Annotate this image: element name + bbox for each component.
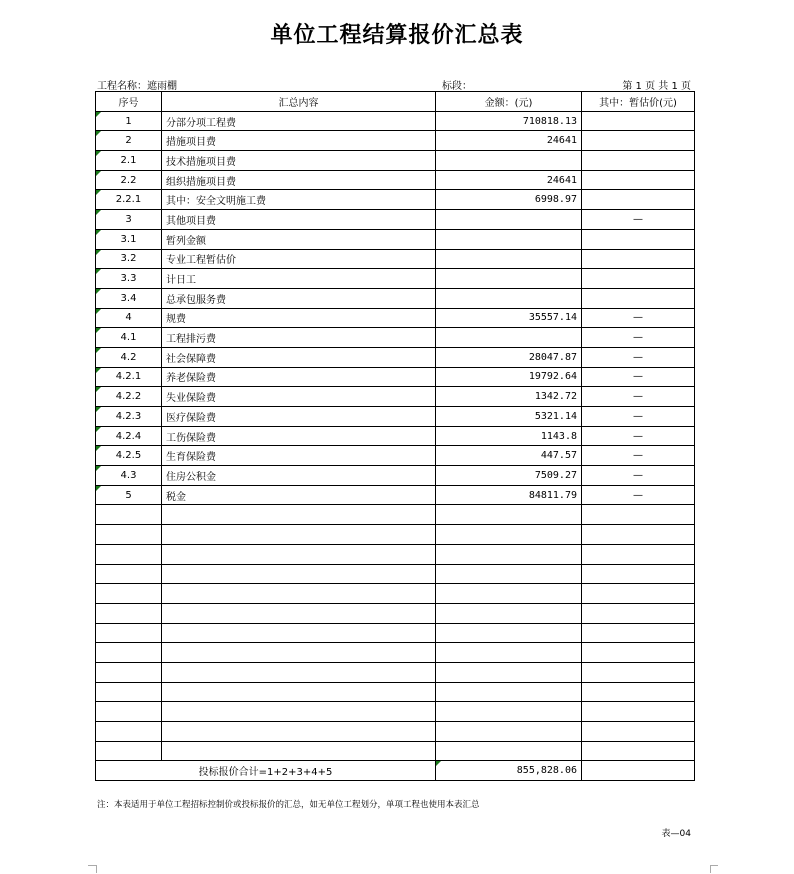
row-estimate: — [582, 210, 695, 230]
table-row [96, 210, 695, 230]
row-number: 4.3 [96, 466, 162, 486]
table-note: 注：本表适用于单位工程招标控制价或投标报价的汇总，如无单位工程划分，单项工程也使用本表汇总 [97, 800, 480, 810]
row-number: 4.2.2 [96, 387, 162, 407]
row-content: 失业保险费 [162, 387, 436, 407]
row-content: 住房公积金 [162, 466, 436, 486]
blank-cell [582, 643, 695, 663]
total-amount: 855,828.06 [436, 761, 582, 781]
blank-row [96, 584, 695, 604]
row-amount: 1143.8 [436, 426, 582, 446]
row-estimate: — [582, 347, 695, 367]
blank-row [96, 643, 695, 663]
row-content: 工伤保险费 [162, 426, 436, 446]
table-row [96, 407, 695, 427]
row-content: 分部分项工程费 [162, 111, 436, 131]
table-row [96, 190, 695, 210]
row-content: 总承包服务费 [162, 288, 436, 308]
row-number: 4.1 [96, 328, 162, 348]
row-estimate: — [582, 446, 695, 466]
row-estimate: — [582, 308, 695, 328]
row-amount: 84811.79 [436, 485, 582, 505]
blank-cell [436, 564, 582, 584]
table-row [96, 131, 695, 151]
row-number: 4.2.4 [96, 426, 162, 446]
blank-cell [96, 682, 162, 702]
row-amount [436, 288, 582, 308]
blank-cell [96, 584, 162, 604]
row-content: 税金 [162, 485, 436, 505]
table-row [96, 308, 695, 328]
row-number: 1 [96, 111, 162, 131]
row-content: 生育保险费 [162, 446, 436, 466]
blank-cell [582, 623, 695, 643]
row-content: 医疗保险费 [162, 407, 436, 427]
blank-cell [96, 525, 162, 545]
blank-row [96, 682, 695, 702]
row-estimate [582, 170, 695, 190]
header-content: 汇总内容 [162, 92, 436, 112]
table-row [96, 249, 695, 269]
blank-cell [96, 505, 162, 525]
row-amount: 24641 [436, 131, 582, 151]
table-row [96, 347, 695, 367]
summary-table [95, 91, 695, 781]
row-estimate: — [582, 466, 695, 486]
table-row [96, 151, 695, 171]
blank-cell [96, 741, 162, 761]
blank-cell [162, 584, 436, 604]
row-number: 2.2.1 [96, 190, 162, 210]
blank-row [96, 662, 695, 682]
row-estimate [582, 288, 695, 308]
row-number: 4.2.5 [96, 446, 162, 466]
row-amount [436, 269, 582, 289]
row-estimate [582, 131, 695, 151]
row-estimate: — [582, 485, 695, 505]
row-amount: 447.57 [436, 446, 582, 466]
table-row [96, 367, 695, 387]
blank-cell [96, 564, 162, 584]
row-amount [436, 151, 582, 171]
blank-cell [162, 623, 436, 643]
row-amount: 6998.97 [436, 190, 582, 210]
blank-row [96, 722, 695, 742]
row-amount: 19792.64 [436, 367, 582, 387]
table-row [96, 269, 695, 289]
blank-cell [582, 682, 695, 702]
total-row [96, 761, 695, 781]
blank-cell [582, 603, 695, 623]
blank-cell [96, 722, 162, 742]
blank-cell [162, 702, 436, 722]
row-content: 措施项目费 [162, 131, 436, 151]
row-estimate [582, 111, 695, 131]
row-estimate [582, 190, 695, 210]
blank-cell [96, 643, 162, 663]
row-number: 4.2.3 [96, 407, 162, 427]
blank-row [96, 564, 695, 584]
form-number: 表—04 [661, 829, 691, 839]
blank-row [96, 603, 695, 623]
blank-cell [436, 682, 582, 702]
total-estimate [582, 761, 695, 781]
header-estimate: 其中：暂估价(元) [582, 92, 695, 112]
row-content: 规费 [162, 308, 436, 328]
table-row [96, 446, 695, 466]
table-row [96, 328, 695, 348]
row-amount: 28047.87 [436, 347, 582, 367]
row-content: 其中：安全文明施工费 [162, 190, 436, 210]
blank-cell [436, 603, 582, 623]
blank-cell [162, 525, 436, 545]
page-info: 第 1 页 共 1 页 [622, 81, 691, 92]
blank-cell [582, 564, 695, 584]
row-amount: 710818.13 [436, 111, 582, 131]
blank-cell [436, 623, 582, 643]
blank-cell [582, 722, 695, 742]
blank-cell [436, 702, 582, 722]
row-content: 计日工 [162, 269, 436, 289]
row-number: 2 [96, 131, 162, 151]
blank-cell [162, 505, 436, 525]
blank-cell [96, 662, 162, 682]
row-number: 4.2.1 [96, 367, 162, 387]
row-content: 其他项目费 [162, 210, 436, 230]
row-amount: 5321.14 [436, 407, 582, 427]
blank-cell [582, 741, 695, 761]
row-number: 4.2 [96, 347, 162, 367]
blank-cell [162, 603, 436, 623]
blank-row [96, 544, 695, 564]
page-title: 单位工程结算报价汇总表 [270, 22, 524, 48]
row-content: 工程排污费 [162, 328, 436, 348]
table-row [96, 426, 695, 446]
row-estimate [582, 151, 695, 171]
row-content: 技术措施项目费 [162, 151, 436, 171]
table-row [96, 229, 695, 249]
project-name: 工程名称：遮雨棚 [97, 81, 177, 92]
crop-mark [710, 865, 719, 873]
blank-cell [582, 525, 695, 545]
row-content: 暂列金额 [162, 229, 436, 249]
blank-cell [436, 643, 582, 663]
row-estimate: — [582, 328, 695, 348]
row-amount [436, 229, 582, 249]
blank-cell [162, 682, 436, 702]
table-row [96, 466, 695, 486]
blank-cell [436, 544, 582, 564]
row-number: 4 [96, 308, 162, 328]
row-amount: 7509.27 [436, 466, 582, 486]
blank-cell [96, 702, 162, 722]
header-no: 序号 [96, 92, 162, 112]
row-estimate [582, 269, 695, 289]
row-amount: 1342.72 [436, 387, 582, 407]
row-number: 5 [96, 485, 162, 505]
row-estimate: — [582, 387, 695, 407]
header-amount: 金额：(元) [436, 92, 582, 112]
row-number: 3.2 [96, 249, 162, 269]
blank-cell [96, 603, 162, 623]
row-number: 3 [96, 210, 162, 230]
row-amount: 35557.14 [436, 308, 582, 328]
total-label: 投标报价合计=1+2+3+4+5 [96, 761, 436, 781]
row-number: 3.4 [96, 288, 162, 308]
blank-cell [162, 643, 436, 663]
blank-row [96, 702, 695, 722]
row-amount [436, 210, 582, 230]
blank-cell [162, 722, 436, 742]
row-content: 养老保险费 [162, 367, 436, 387]
blank-cell [436, 662, 582, 682]
blank-cell [436, 722, 582, 742]
row-estimate: — [582, 367, 695, 387]
row-number: 3.1 [96, 229, 162, 249]
blank-row [96, 525, 695, 545]
blank-cell [96, 544, 162, 564]
row-estimate [582, 229, 695, 249]
row-amount: 24641 [436, 170, 582, 190]
table-row [96, 387, 695, 407]
blank-cell [582, 702, 695, 722]
row-estimate: — [582, 426, 695, 446]
table-row [96, 485, 695, 505]
table-row [96, 170, 695, 190]
blank-row [96, 741, 695, 761]
blank-cell [582, 505, 695, 525]
section-label: 标段： [442, 81, 472, 92]
blank-cell [436, 525, 582, 545]
blank-row [96, 623, 695, 643]
table-row [96, 288, 695, 308]
blank-cell [582, 584, 695, 604]
row-amount [436, 249, 582, 269]
blank-cell [162, 741, 436, 761]
blank-cell [162, 564, 436, 584]
row-content: 社会保障费 [162, 347, 436, 367]
blank-cell [436, 505, 582, 525]
row-number: 3.3 [96, 269, 162, 289]
table-header-row [96, 92, 695, 112]
row-estimate: — [582, 407, 695, 427]
row-number: 2.1 [96, 151, 162, 171]
crop-mark [96, 865, 105, 873]
row-estimate [582, 249, 695, 269]
blank-row [96, 505, 695, 525]
row-content: 专业工程暂估价 [162, 249, 436, 269]
blank-cell [436, 584, 582, 604]
blank-cell [582, 544, 695, 564]
blank-cell [162, 544, 436, 564]
row-amount [436, 328, 582, 348]
blank-cell [162, 662, 436, 682]
table-row [96, 111, 695, 131]
blank-cell [436, 741, 582, 761]
blank-cell [582, 662, 695, 682]
row-content: 组织措施项目费 [162, 170, 436, 190]
row-number: 2.2 [96, 170, 162, 190]
blank-cell [96, 623, 162, 643]
